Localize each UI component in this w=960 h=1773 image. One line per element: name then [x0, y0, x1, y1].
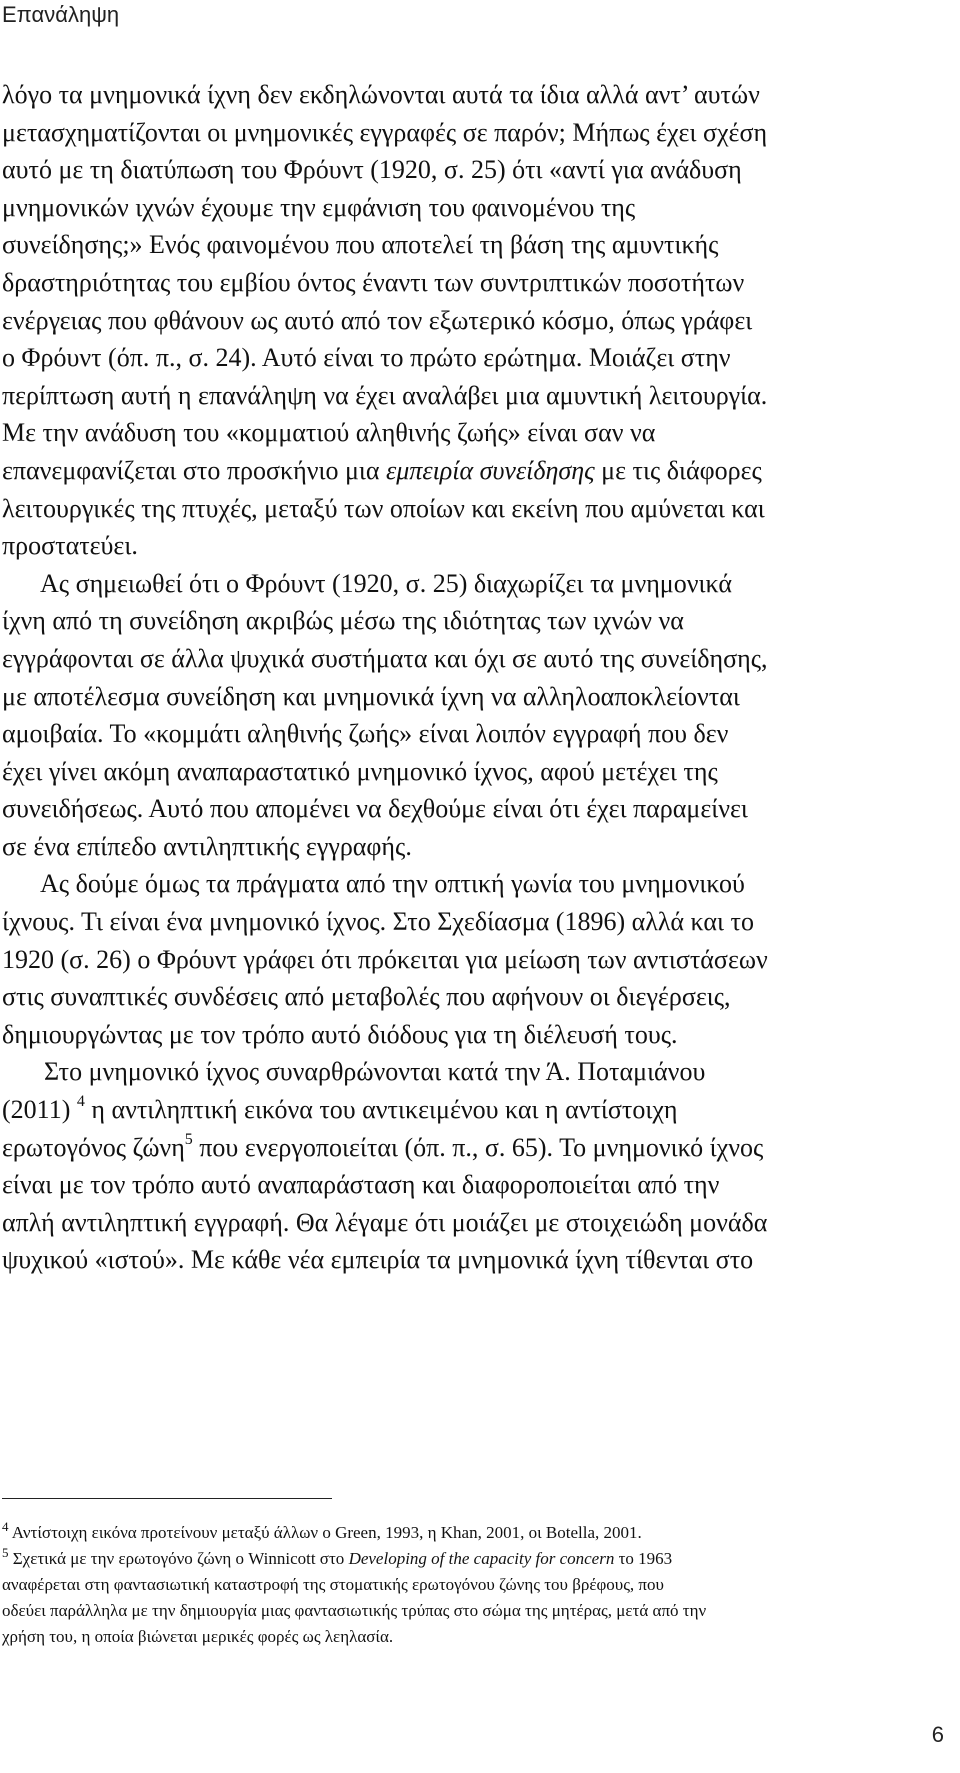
- text-line: απλή αντιληπτική εγγραφή. Θα λέγαμε ότι μοιάζει με στοιχειώδη μονάδα: [2, 1207, 768, 1237]
- page-number: 6: [931, 1722, 944, 1747]
- text-line: αμοιβαία. Το «κομμάτι αληθινής ζωής» είναι λοιπόν εγγραφή που δεν: [2, 719, 729, 749]
- footnote-number: 5: [2, 1545, 9, 1560]
- text-span: η αντιληπτική εικόνα του αντικειμένου και η αντίστοιχη: [84, 1095, 678, 1125]
- italic-term: εμπειρία συνείδησης: [386, 455, 595, 485]
- text-line: αυτό με τη διατύπωση του Φρόυντ (1920, σ. 25) ότι «αντί για ανάδυση: [2, 155, 742, 185]
- text-line: ίχνη από τη συνείδηση ακριβώς μέσω της ιδιότητας των ιχνών να: [2, 606, 684, 636]
- text-line: μετασχηματίζονται οι μνημονικές εγγραφές σε παρόν; Μήπως έχει σχέση: [2, 117, 768, 147]
- text-span: ερωτογόνος ζώνη: [2, 1132, 185, 1162]
- footnote-line: αναφέρεται στη φαντασιωτική καταστροφή της στοματικής ερωτογόνου ζώνης του βρέφους, που: [2, 1575, 664, 1594]
- text-line: δραστηριότητας του εμβίου όντος έναντι των συντριπτικών ποσοτήτων: [2, 267, 745, 297]
- footnotes: [2, 1520, 947, 1650]
- paragraph-start: Ας σημειωθεί ότι ο Φρόυντ (1920, σ. 25) διαχωρίζει τα μνημονικά: [40, 568, 732, 598]
- text-line: λειτουργικές της πτυχές, μεταξύ των οποίων και εκείνη που αμύνεται και: [2, 493, 765, 523]
- text-line: προστατεύει.: [2, 531, 138, 561]
- text-line: ίχνους. Τι είναι ένα μνημονικό ίχνος. Στο Σχεδίασμα (1896) αλλά και το: [2, 907, 754, 937]
- text-span: επανεμφανίζεται στο προσκήνιο μια: [2, 455, 386, 485]
- paragraph-start: Στο μνημονικό ίχνος συναρθρώνονται κατά την Ά. Ποταμιάνου: [44, 1057, 706, 1087]
- text-line: μνημονικών ιχνών έχουμε την εμφάνιση του φαινομένου της: [2, 192, 636, 222]
- body-text: [2, 76, 947, 1279]
- text-line: έχει γίνει ακόμη αναπαραστατικό μνημονικό ίχνος, αφού μετέχει της: [2, 756, 718, 786]
- text-line: ενέργειας που φθάνουν ως αυτό από τον εξωτερικό κόσμο, όπως γράφει: [2, 305, 753, 335]
- footnote-text: Αντίστοιχη εικόνα προτείνουν μεταξύ άλλων ο Green, 1993, η Khan, 2001, οι Botella, 2001.: [8, 1523, 642, 1542]
- text-line: σε ένα επίπεδο αντιληπτικής εγγραφής.: [2, 831, 412, 861]
- text-line: [2, 452, 947, 490]
- text-line: Με την ανάδυση του «κομματιού αληθινής ζωής» είναι σαν να: [2, 418, 656, 448]
- text-line: [2, 1091, 947, 1129]
- text-line: [2, 1129, 947, 1167]
- footnote-text: Σχετικά με την ερωτογόνο ζώνη ο Winnicott στο: [8, 1549, 349, 1568]
- text-line: είναι με τον τρόπο αυτό αναπαράσταση και διαφοροποιείται από την: [2, 1170, 720, 1200]
- footnote-4: [2, 1520, 947, 1546]
- text-span: (2011): [2, 1095, 77, 1125]
- text-line: στις συναπτικές συνδέσεις από μεταβολές που αφήνουν οι διεγέρσεις,: [2, 982, 731, 1012]
- footnote-text: το 1963: [614, 1549, 673, 1568]
- text-line: ο Φρόυντ (όπ. π., σ. 24). Αυτό είναι το πρώτο ερώτημα. Μοιάζει στην: [2, 343, 731, 373]
- paragraph-start: Ας δούμε όμως τα πράγματα από την οπτική γωνία του μνημονικού: [40, 869, 745, 899]
- footnote-separator: [2, 1498, 332, 1499]
- text-line: συνειδήσεως. Αυτό που απομένει να δεχθούμε είναι ότι έχει παραμείνει: [2, 794, 748, 824]
- running-header: Επανάληψη: [2, 2, 120, 27]
- italic-title: Developing of the capacity for concern: [348, 1549, 615, 1568]
- text-line: δημιουργώντας με τον τρόπο αυτό διόδους για τη διέλευσή τους.: [2, 1019, 678, 1049]
- footnote-line: χρήση του, η οποία βιώνεται μερικές φορές ως λεηλασία.: [2, 1627, 394, 1646]
- text-line: λόγο τα μνημονικά ίχνη δεν εκδηλώνονται αυτά τα ίδια αλλά αντ’ αυτών: [2, 80, 760, 109]
- footnote-5: [2, 1546, 947, 1572]
- footnote-line: οδεύει παράλληλα με την δημιουργία μιας φαντασιωτικής τρύπας στο σώμα της μητέρας, μετά από την: [2, 1601, 707, 1620]
- text-line: με αποτέλεσμα συνείδηση και μνημονικά ίχνη να αλληλοαποκλείονται: [2, 681, 740, 711]
- footnote-number: 4: [2, 1519, 9, 1534]
- text-span: με τις διάφορες: [594, 455, 762, 485]
- text-line: εγγράφονται σε άλλα ψυχικά συστήματα και όχι σε αυτό της συνείδησης,: [2, 643, 768, 673]
- text-line: ψυχικού «ιστού». Με κάθε νέα εμπειρία τα μνημονικά ίχνη τίθενται στο: [2, 1245, 754, 1275]
- footnote-ref-4[interactable]: 4: [76, 1093, 85, 1111]
- text-line: 1920 (σ. 26) ο Φρόυντ γράφει ότι πρόκειται για μείωση των αντιστάσεων: [2, 944, 768, 974]
- text-line: περίπτωση αυτή η επανάληψη να έχει αναλάβει μια αμυντική λειτουργία.: [2, 380, 768, 410]
- footnote-ref-5[interactable]: 5: [184, 1130, 193, 1148]
- text-line: συνείδησης;» Ενός φαινομένου που αποτελεί τη βάση της αμυντικής: [2, 230, 719, 260]
- text-span: που ενεργοποιείται (όπ. π., σ. 65). Το μνημονικό ίχνος: [192, 1132, 764, 1162]
